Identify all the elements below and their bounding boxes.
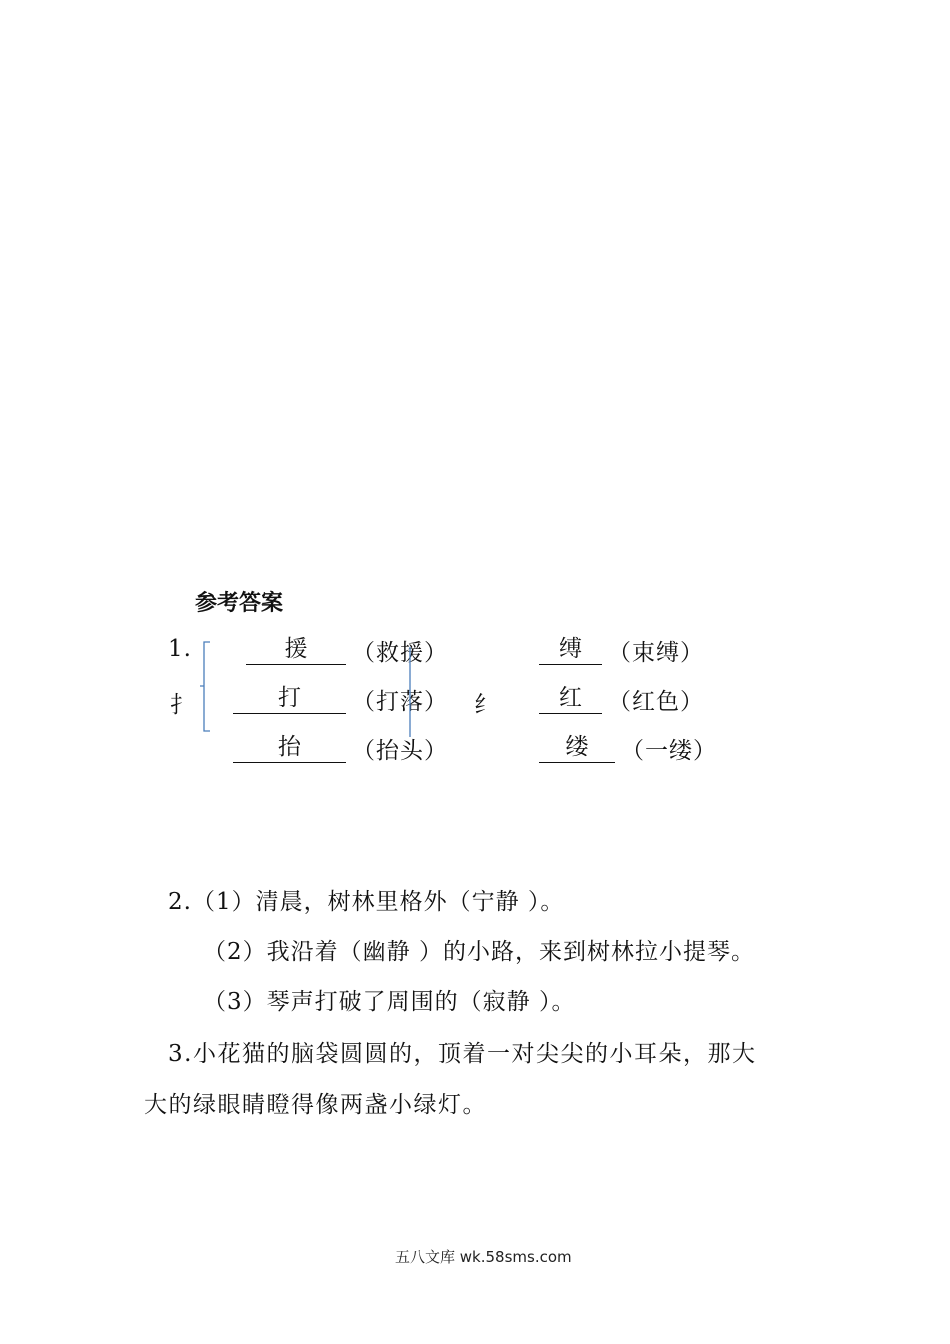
q2-line-1: 2.（1）清晨，树林里格外（宁静 ）。 [168, 889, 565, 915]
q1-number: 1. [168, 636, 192, 662]
left-bracket [200, 640, 214, 735]
example-left-1: （救援） [352, 640, 448, 666]
q3-line-1: 3.小花猫的脑袋圆圆的，顶着一对尖尖的小耳朵，那大 [168, 1041, 757, 1067]
q2-line-2: （2）我沿着（幽静 ）的小路，来到树林拉小提琴。 [203, 939, 755, 965]
example-left-3: （抬头） [352, 738, 448, 764]
radical-left: 扌 [170, 692, 194, 718]
radical-right: 纟 [474, 692, 498, 718]
blank-right-2: 红 [539, 683, 602, 714]
blank-right-3: 缕 [539, 732, 615, 763]
blank-left-1: 援 [246, 634, 346, 665]
example-right-2: （红色） [608, 689, 704, 715]
example-right-1: （束缚） [608, 640, 704, 666]
blank-left-3: 抬 [233, 732, 346, 763]
example-right-3: （一缕） [621, 738, 717, 764]
blank-left-2: 打 [233, 683, 346, 714]
answer-heading: 参考答案 [195, 591, 284, 616]
footer-watermark: 五八文库 wk.58sms.com [395, 1248, 572, 1266]
example-left-2: （打落） [352, 689, 448, 715]
q2-line-3: （3）琴声打破了周围的（寂静 ）。 [203, 989, 576, 1015]
blank-right-1: 缚 [539, 634, 602, 665]
q3-line-2: 大的绿眼睛瞪得像两盏小绿灯。 [144, 1092, 487, 1118]
right-bracket-line [405, 645, 417, 740]
